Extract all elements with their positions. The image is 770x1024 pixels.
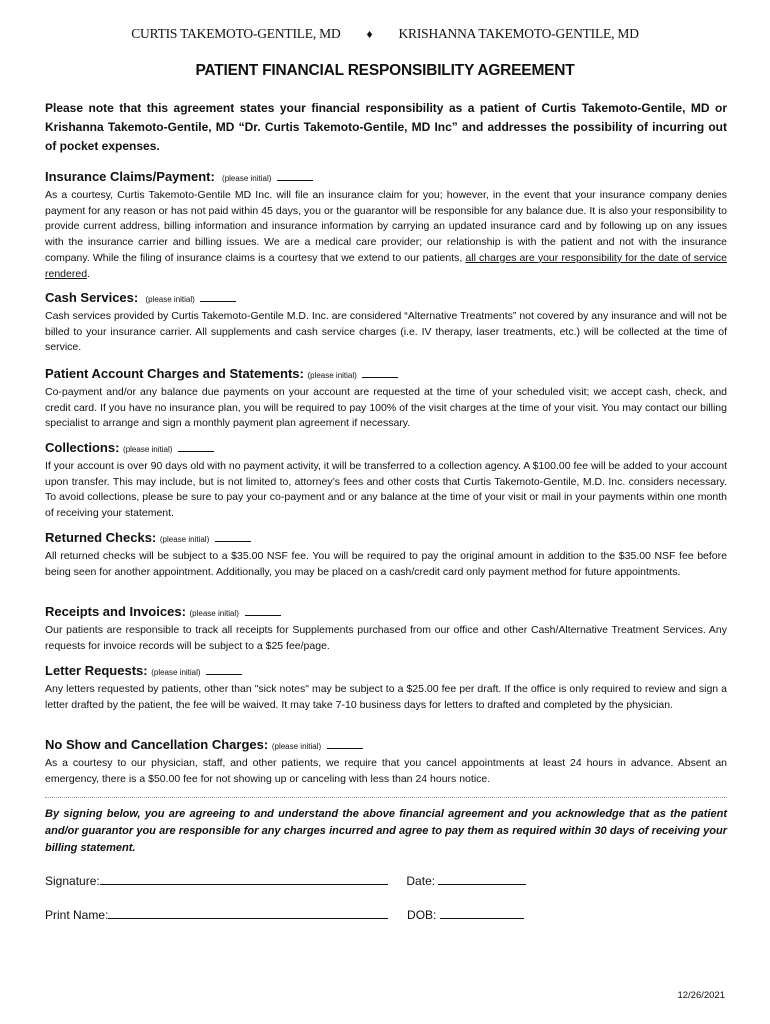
doctor-1-name: CURTIS TAKEMOTO-GENTILE, MD xyxy=(131,26,341,41)
section-body: Any letters requested by patients, other than "sick notes" may be subject to a $25.00 fee per draft. If the office is only required to review and sign a letter drafted by the patient, the fee will be waived. It may take 7-10 business days for letters to drafted and completed by the physician. xyxy=(45,683,727,711)
section-body: Our patients are responsible to track all receipts for Supplements purchased from our office and other Cash/Alternative Treatment Services. Any requests for invoice records will be subject to a $25 fee/page. xyxy=(45,624,727,652)
dob-label: DOB: xyxy=(407,908,437,922)
date-field[interactable] xyxy=(438,872,526,885)
section-account-charges xyxy=(45,365,727,432)
signature-label: Signature: xyxy=(45,874,100,888)
initial-note: (please initial) xyxy=(145,295,195,304)
section-heading: Cash Services: (please initial) xyxy=(45,289,727,309)
initial-note: (please initial) xyxy=(189,609,239,618)
initial-note: (please initial) xyxy=(123,445,173,454)
section-heading: Insurance Claims/Payment: (please initial) xyxy=(45,168,727,188)
section-insurance xyxy=(45,168,727,282)
date-label: Date: xyxy=(406,874,436,888)
section-heading: Letter Requests: (please initial) xyxy=(45,662,727,682)
page-title: PATIENT FINANCIAL RESPONSIBILITY AGREEMENT xyxy=(195,62,575,79)
initial-field[interactable] xyxy=(178,439,214,452)
print-name-label: Print Name: xyxy=(45,908,109,922)
dob-field[interactable] xyxy=(440,906,524,919)
initial-note: (please initial) xyxy=(307,371,357,380)
initial-note: (please initial) xyxy=(222,174,272,183)
section-letter-requests xyxy=(45,662,727,713)
intro-paragraph: Please note that this agreement states your financial responsibility as a patient of Curtis Takemoto-Gentile, MD or Krishanna Takemoto-Gentile, MD “Dr. Curtis Takemoto-Gentile, MD Inc” and addresses the possibility of incurring out of pocket expenses. xyxy=(45,101,727,153)
section-body: As a courtesy to our physician, staff, and other patients, we require that you cancel appointments at least 24 hours in advance. Absent an emergency, there is a $50.00 fee for not showing up or canceling with less than 24 hours notice. xyxy=(45,757,727,785)
initial-field[interactable] xyxy=(245,603,281,616)
section-receipts-invoices xyxy=(45,603,727,654)
initial-note: (please initial) xyxy=(271,742,322,751)
diamond-separator-icon: ♦ xyxy=(366,27,373,41)
initial-field[interactable] xyxy=(362,365,398,378)
initial-field[interactable] xyxy=(215,529,251,542)
section-body: Co-payment and/or any balance due payments on your account are requested at the time of your scheduled visit; we accept cash, check, and credit card. If you have no insurance plan, you will be required to pay 100% of the visit charges at the time of your visit. You may contact our billing specialist to arrange and sign a monthly payment plan agreement if necessary. xyxy=(45,386,727,430)
initial-note: (please initial) xyxy=(151,668,201,677)
section-heading: Patient Account Charges and Statements: (please initial) xyxy=(45,365,727,385)
revision-date: 12/26/2021 xyxy=(677,990,725,1001)
initial-field[interactable] xyxy=(200,289,236,302)
section-returned-checks xyxy=(45,529,727,580)
section-heading: Receipts and Invoices: (please initial) xyxy=(45,603,727,623)
doctor-2-name: KRISHANNA TAKEMOTO-GENTILE, MD xyxy=(398,26,639,41)
signature-row xyxy=(45,872,526,888)
section-heading: Collections: (please initial) xyxy=(45,439,727,459)
print-name-field[interactable] xyxy=(108,906,388,919)
section-body: Cash services provided by Curtis Takemoto-Gentile M.D. Inc. are considered “Alternative Treatments” not covered by any insurance and will not be billed to your insurance carrier. All supplements and cash service charges (i.e. IV therapy, laser treatments, etc.) will be collected at the time of service. xyxy=(45,310,727,354)
closing-statement: By signing below, you are agreeing to and understand the above financial agreement and you acknowledge that as the patient and/or guarantor you are responsible for any charges incurred and agree to pay them as required within 30 days of receiving your billing statement. xyxy=(45,808,727,854)
section-body: All returned checks will be subject to a $35.00 NSF fee. You will be required to pay the original amount in addition to the $35.00 NSF fee before being seen for another appointment. Additionally, you may be placed on a cash/credit card only payment method for future appointments. xyxy=(45,550,727,578)
section-heading: Returned Checks: (please initial) xyxy=(45,529,727,549)
section-cash-services xyxy=(45,289,727,356)
divider xyxy=(45,797,727,798)
section-body: As a courtesy, Curtis Takemoto-Gentile MD Inc. will file an insurance claim for you; however, in the event that your insurance company denies payment for any reason or has not paid within 45 days, you or the guarantor will be responsible for any balance due. It is also your responsibility to provide current address, billing information and insurance information by carrying an updated insurance card and by following up on any issues with the insurance carrier and billing issues. We are a medical care provider; our relationship is with the patient and not with the insurance company. While the filing of insurance claims is a courtesy that we extend to our patients, all charges are your responsibility for the date of service rendered. xyxy=(45,189,728,280)
section-body: If your account is over 90 days old with no payment activity, it will be transferred to a collection agency. A $100.00 fee will be added to your account upon transfer. This may include, but is not limited to, attorney’s fees and other costs that Curtis Takemoto-Gentile, M.D. Inc. considers necessary. To avoid collections, please be sure to pay your co-payment and or any balance at the time of your visit or mail in your payments within one month of receiving your statement. xyxy=(45,460,727,520)
initial-field[interactable] xyxy=(277,168,313,181)
initial-note: (please initial) xyxy=(159,535,210,544)
section-collections xyxy=(45,439,727,522)
section-heading: No Show and Cancellation Charges: (please initial) xyxy=(45,736,727,756)
print-name-row xyxy=(45,906,524,922)
initial-field[interactable] xyxy=(206,662,242,675)
signature-field[interactable] xyxy=(100,872,388,885)
section-no-show xyxy=(45,736,727,787)
letterhead xyxy=(0,26,770,42)
initial-field[interactable] xyxy=(327,736,363,749)
underlined-clause: all charges are your responsibility for the date of service rendered xyxy=(45,251,728,280)
